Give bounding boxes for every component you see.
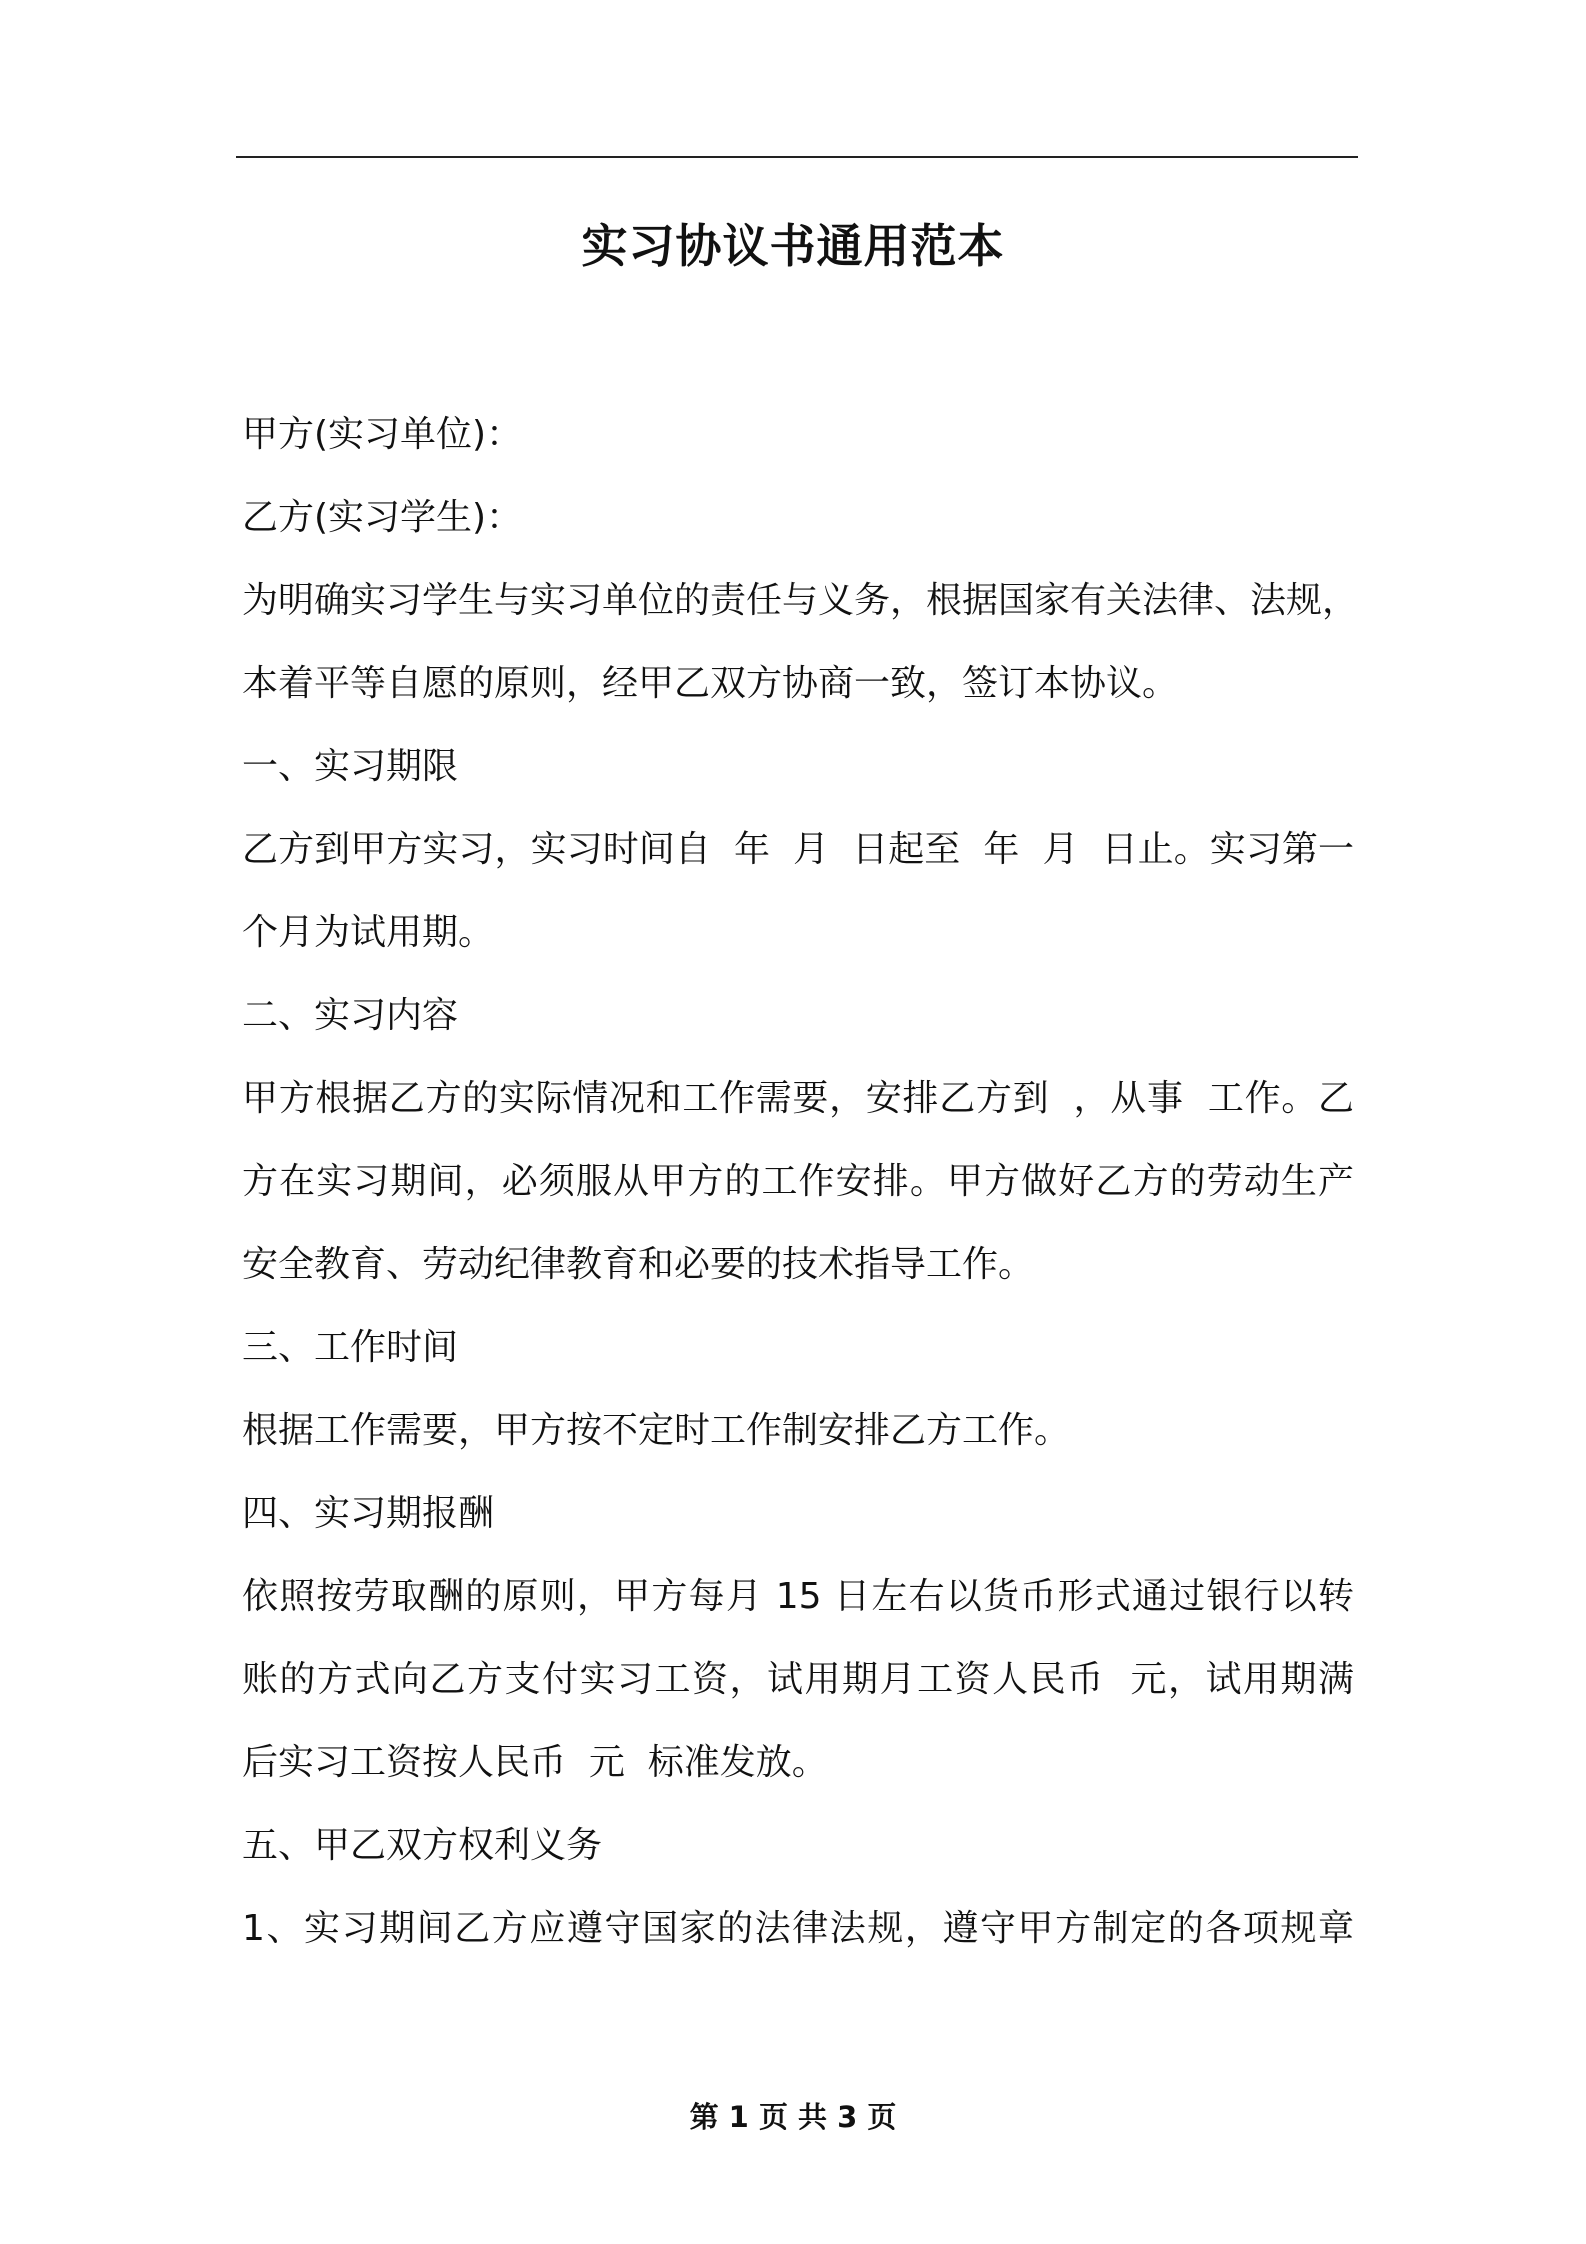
section-heading-5: 五、甲乙双方权利义务: [242, 1825, 603, 1866]
section-1-line-2: 个月为试用期。: [242, 912, 495, 953]
section-heading-3: 三、工作时间: [242, 1327, 459, 1368]
header-rule: [236, 156, 1358, 158]
section-heading-4: 四、实习期报酬: [242, 1493, 495, 1534]
section-2-line-1: 甲方根据乙方的实际情况和工作需要，安排乙方到 ，从事 工作。乙: [242, 1078, 1354, 1119]
intro-paragraph-line-1: 为明确实习学生与实习单位的责任与义务，根据国家有关法律、法规，: [242, 580, 1359, 621]
page-number-footer: 第 1 页 共 3 页: [689, 2100, 897, 2134]
section-4-line-3: 后实习工资按人民币 元 标准发放。: [242, 1742, 828, 1783]
section-5-line-1: 1、实习期间乙方应遵守国家的法律法规，遵守甲方制定的各项规章: [242, 1908, 1354, 1949]
party-a-line: 甲方(实习单位)：: [242, 414, 523, 455]
section-heading-1: 一、实习期限: [242, 746, 459, 787]
section-2-line-2: 方在实习期间，必须服从甲方的工作安排。甲方做好乙方的劳动生产: [242, 1161, 1354, 1202]
document-title: 实习协议书通用范本: [581, 219, 1005, 273]
section-2-line-3: 安全教育、劳动纪律教育和必要的技术指导工作。: [242, 1244, 1035, 1285]
section-4-line-2: 账的方式向乙方支付实习工资，试用期月工资人民币 元，试用期满: [242, 1659, 1354, 1700]
intro-paragraph-line-2: 本着平等自愿的原则，经甲乙双方协商一致，签订本协议。: [242, 663, 1179, 704]
section-1-line-1: 乙方到甲方实习，实习时间自 年 月 日起至 年 月 日止。实习第一: [242, 829, 1354, 870]
party-b-line: 乙方(实习学生)：: [242, 497, 523, 538]
section-4-line-1: 依照按劳取酬的原则，甲方每月 15 日左右以货币形式通过银行以转: [242, 1576, 1354, 1617]
section-heading-2: 二、实习内容: [242, 995, 459, 1036]
section-3-line-1: 根据工作需要，甲方按不定时工作制安排乙方工作。: [242, 1410, 1071, 1451]
